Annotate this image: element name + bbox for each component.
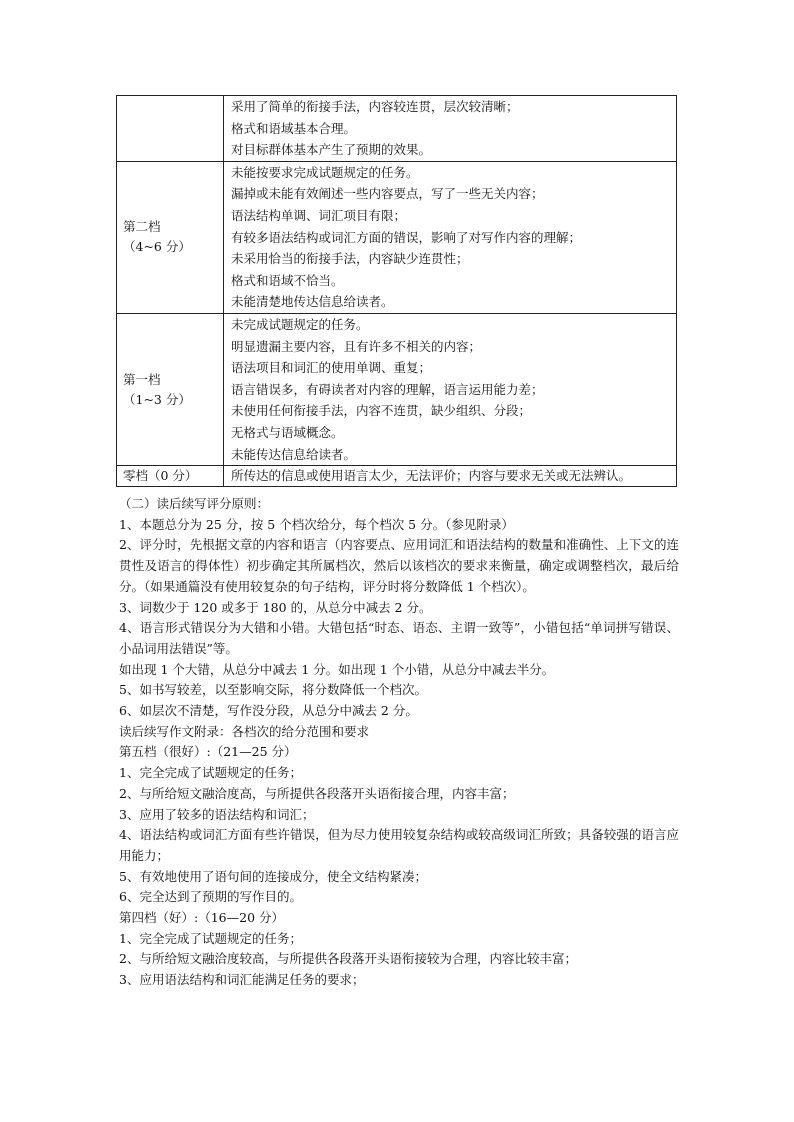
paragraph: 5、有效地使用了语句间的连接成分，使全文结构紧凑； [119, 868, 427, 884]
paragraph: 6、完全达到了预期的写作目的。 [119, 889, 302, 905]
paragraph: 1、本题总分为 25 分，按 5 个档次给分，每个档次 5 分。（参见附录） [119, 516, 514, 532]
grade-label-cell [117, 96, 224, 162]
paragraph: 1、完全完成了试题规定的任务； [119, 930, 302, 946]
criterion-line: 格式和语域基本合理。 [231, 120, 357, 136]
criterion-line: 采用了简单的衔接手法，内容较连贯，层次较清晰； [231, 99, 519, 114]
grade-description-cell [224, 313, 677, 465]
grade-name: 零档（0 分） [123, 468, 198, 484]
table-row [117, 96, 677, 162]
criterion-line: 语法项目和词汇的使用单调、重复； [231, 360, 432, 376]
grade-heading: 第五档（很好）:（21—25 分） [119, 744, 297, 760]
paragraph: 4、语法结构或词汇方面有些许错误，但为尽力使用较复杂结构或较高级词汇所致；具备较强的语言应用能力； [119, 827, 679, 863]
criterion-line: 未使用任何衔接手法，内容不连贯，缺少组织、分段； [231, 403, 532, 419]
criterion-line: 格式和语域不恰当。 [231, 272, 344, 288]
grade-score-range: （1~3 分） [123, 391, 191, 407]
paragraph: 5、如书写较差，以至影响交际，将分数降低一个档次。 [119, 682, 427, 698]
paragraph: 6、如层次不清楚，写作没分段，从总分中减去 2 分。 [119, 703, 418, 719]
criterion-line: 语法结构单调、词汇项目有限； [231, 207, 407, 223]
criterion-line: 漏掉或未能有效阐述一些内容要点，写了一些无关内容； [231, 186, 544, 202]
criterion-line: 未能清楚地传达信息给读者。 [231, 294, 394, 310]
table-row [117, 313, 677, 465]
criterion-line: 所传达的信息或使用语言太少，无法评价；内容与要求无关或无法辨认。 [231, 468, 632, 484]
paragraph: 2、与所给短文融洽度高，与所提供各段落开头语衔接合理，内容丰富； [119, 785, 515, 801]
paragraph: 3、应用了较多的语法结构和词汇； [119, 806, 315, 822]
paragraph: 3、词数少于 120 或多于 180 的，从总分中减去 2 分。 [119, 599, 432, 615]
grade-name: 第二档 [123, 219, 161, 235]
table-row [117, 466, 677, 487]
criterion-line: 未完成试题规定的任务。 [231, 316, 369, 332]
paragraph: 3、应用语法结构和词汇能满足任务的要求； [119, 972, 365, 988]
paragraph: 1、完全完成了试题规定的任务； [119, 765, 302, 781]
section-title: （二）读后续写评分原则： [119, 496, 270, 511]
grade-description-cell [224, 161, 677, 313]
table-row [117, 161, 677, 313]
criterion-line: 未采用恰当的衔接手法，内容缺少连贯性； [231, 251, 469, 267]
continuation-writing-rules [119, 494, 679, 991]
grade-score-range: （4~6 分） [123, 239, 191, 255]
criterion-line: 明显遗漏主要内容，且有许多不相关的内容； [231, 338, 482, 354]
criterion-line: 有较多语法结构或词汇方面的错误，影响了对写作内容的理解； [231, 229, 582, 245]
grade-name: 第一档 [123, 371, 161, 387]
grade-description-cell [224, 96, 677, 162]
paragraph: 如出现 1 个大错，从总分中减去 1 分。如出现 1 个小错，从总分中减去半分。 [119, 661, 555, 677]
criterion-line: 未能传达信息给读者。 [231, 446, 357, 462]
grade-label-cell [117, 161, 224, 313]
criterion-line: 语言错误多，有碍读者对内容的理解，语言运用能力差； [231, 381, 544, 397]
criterion-line: 对目标群体基本产生了预期的效果。 [231, 142, 432, 158]
criterion-line: 未能按要求完成试题规定的任务。 [231, 164, 419, 180]
paragraph: 2、与所给短文融洽度较高，与所提供各段落开头语衔接较为合理，内容比较丰富； [119, 951, 577, 967]
criterion-line: 无格式与语域概念。 [231, 424, 344, 440]
paragraph: 2、评分时，先根据文章的内容和语言（内容要点、应用词汇和语法结构的数量和准确性、上下文的连贯性及语言的得体性）初步确定其所属档次，然后以该档次的要求来衡量，确定或调整档次，最后给分。（如果通篇没有使用较复杂的句子结构，评分时将分数降低 1 个档次）。 [119, 537, 679, 594]
grading-criteria-table [116, 95, 677, 487]
paragraph: 4、语言形式错误分为大错和小错。大错包括“时态、语态、主谓一致等”，小错包括“单词拼写错误、小品词用法错误”等。 [119, 620, 679, 656]
grade-heading: 第四档（好）:（16—20 分） [119, 910, 284, 926]
grade-label-cell [117, 313, 224, 465]
grade-description-cell [224, 466, 677, 487]
grade-label-cell [117, 466, 224, 487]
appendix-heading: 读后续写作文附录：各档次的给分范围和要求 [119, 723, 370, 739]
